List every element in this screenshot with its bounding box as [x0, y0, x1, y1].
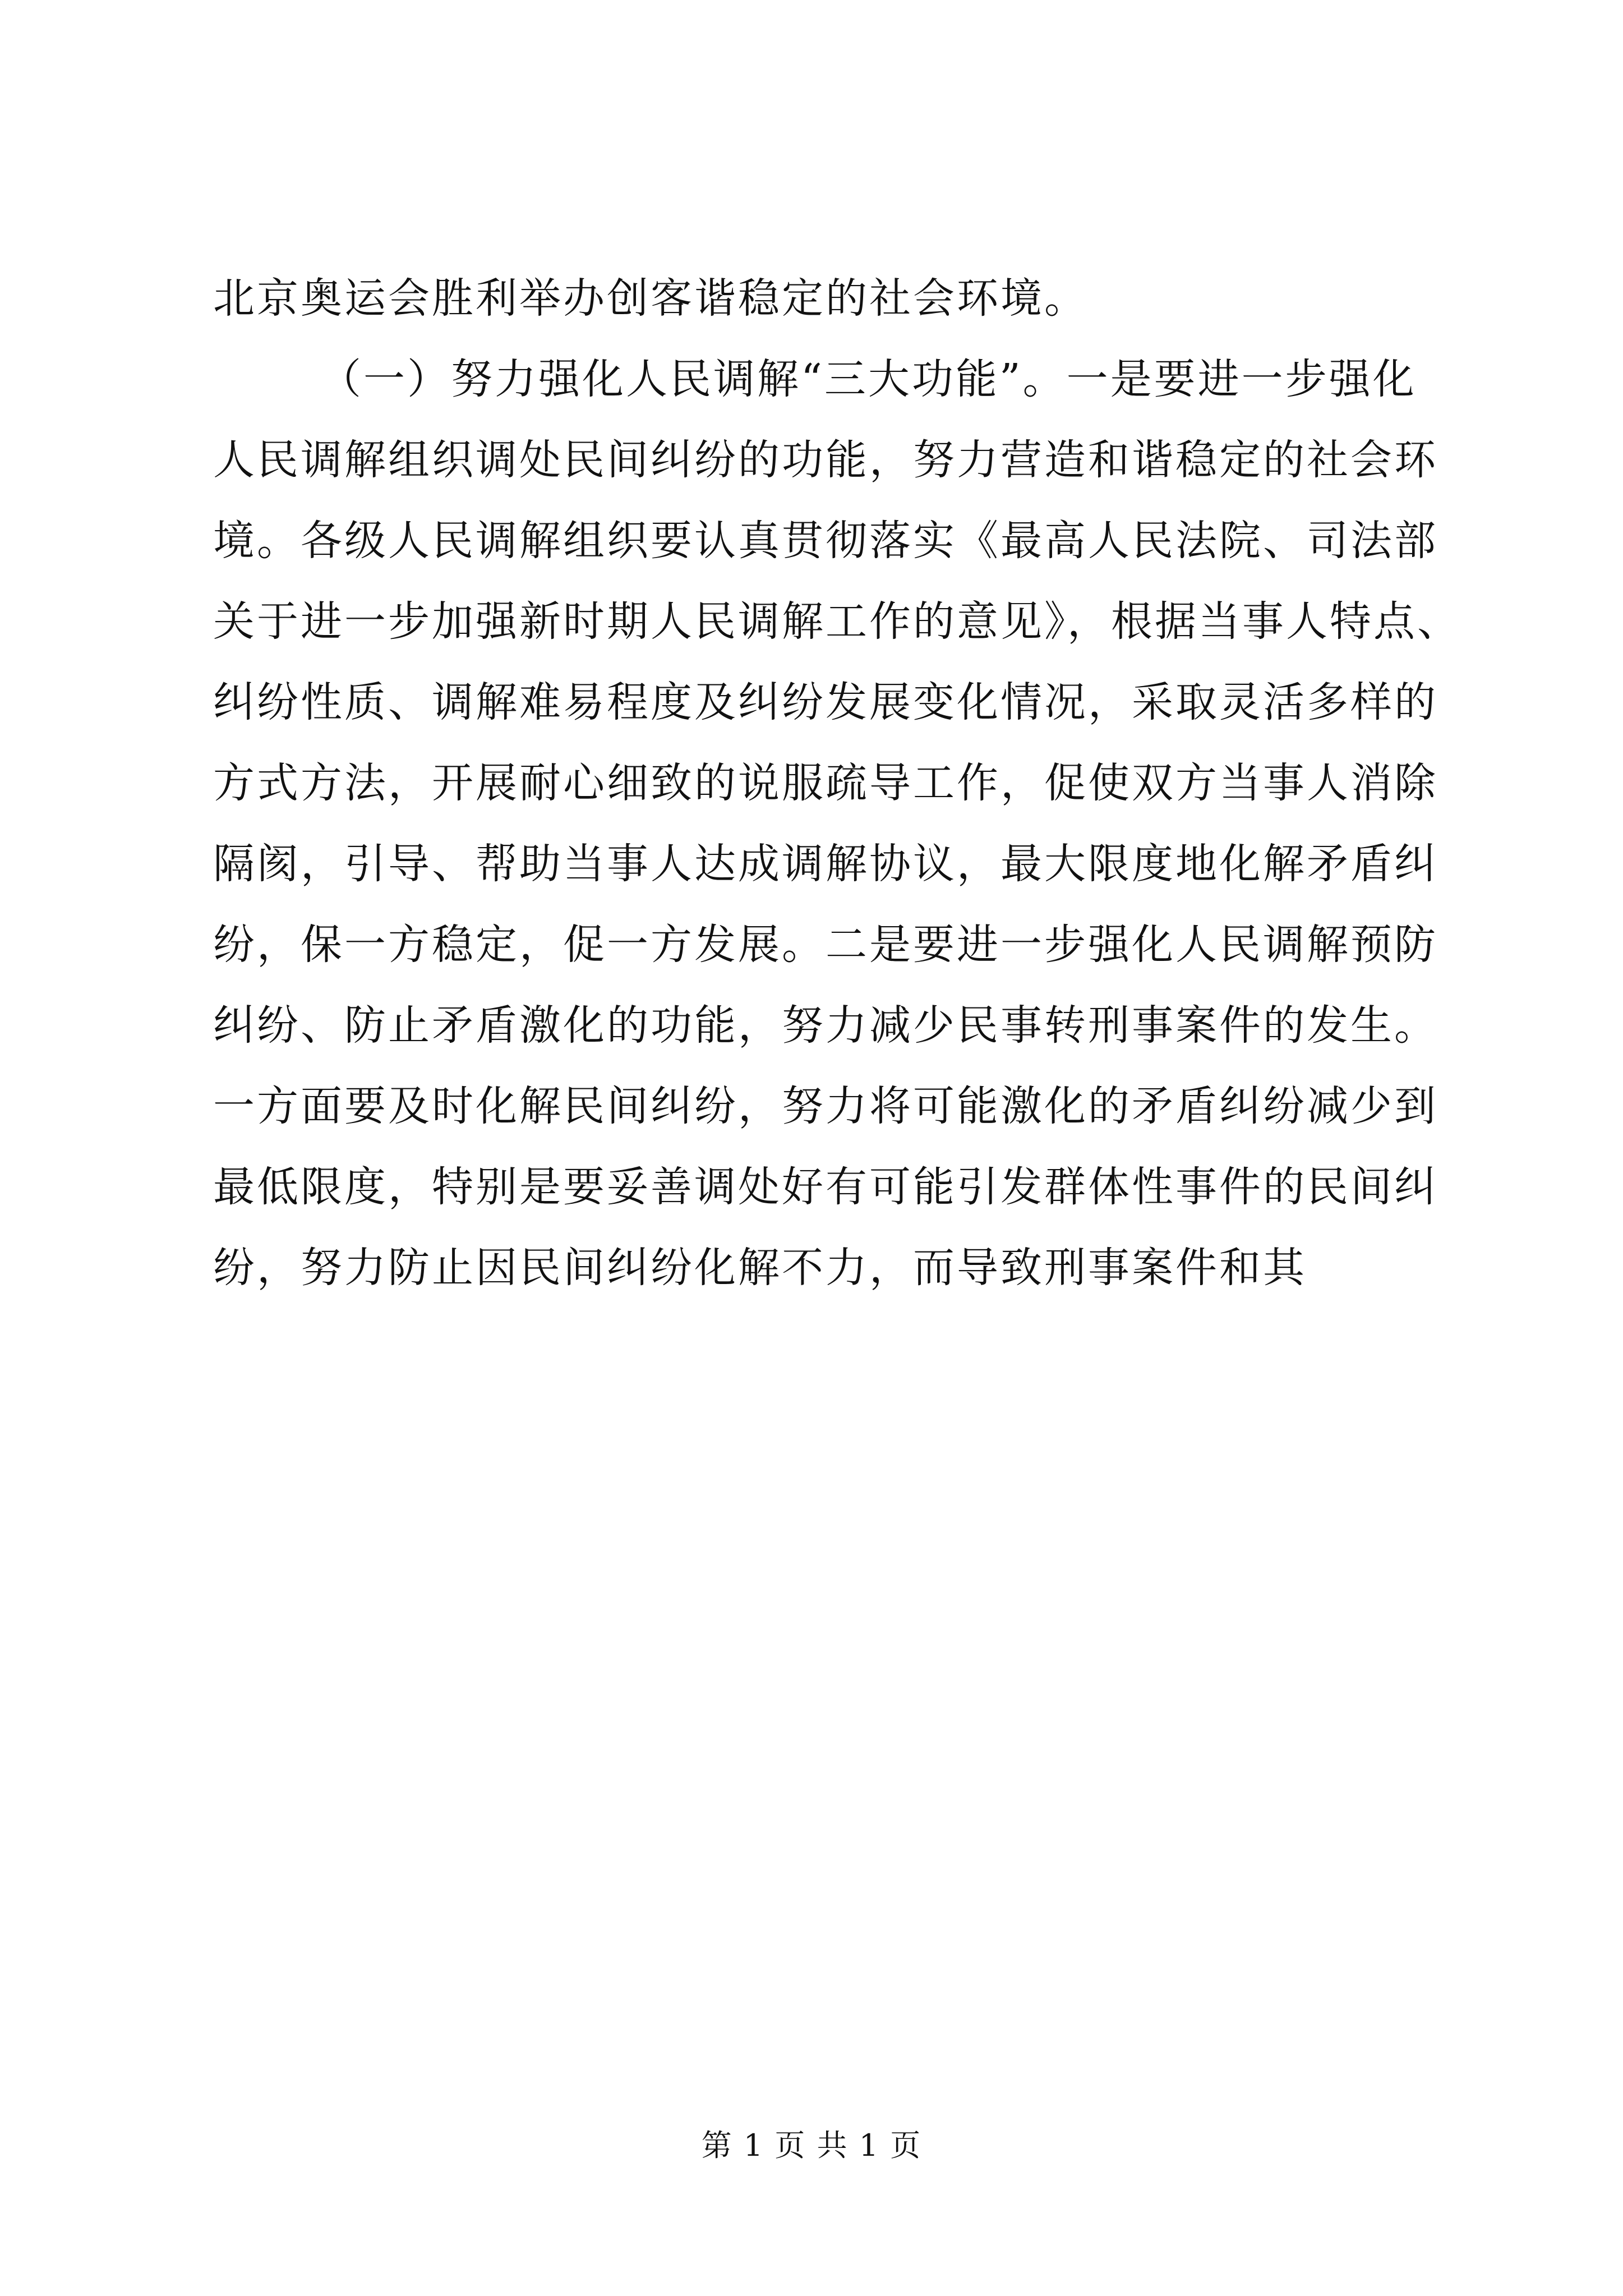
text-line: 人民调解组织调处民间纠纷的功能，努力营造和谐稳定的社会环	[213, 436, 1438, 484]
text-line: 方式方法，开展耐心细致的说服疏导工作，促使双方当事人消除	[213, 759, 1438, 807]
body-text	[213, 258, 1461, 1308]
text-line: 纷，努力防止因民间纠纷化解不力，而导致刑事案件和其	[213, 1244, 1307, 1292]
text-line: 一方面要及时化解民间纠纷，努力将可能激化的矛盾纠纷减少到	[213, 1082, 1438, 1130]
text-line: 北京奥运会胜利举办创客谐稳定的社会环境。	[213, 274, 1088, 323]
text-line: 纠纷、防止矛盾激化的功能，努力减少民事转刑事案件的发生。	[213, 1001, 1438, 1050]
text-line: 隔阂，引导、帮助当事人达成调解协议，最大限度地化解矛盾纠	[213, 840, 1438, 888]
text-line: 最低限度，特别是要妥善调处好有可能引发群体性事件的民间纠	[213, 1163, 1438, 1211]
text-line: 纠纷性质、调解难易程度及纠纷发展变化情况，采取灵活多样的	[213, 678, 1438, 726]
paragraph-start-line: （一）努力强化人民调解“三大功能”。一是要进一步强化	[320, 355, 1417, 403]
text-line: 关于进一步加强新时期人民调解工作的意见》，根据当事人特点、	[213, 597, 1461, 646]
text-line: 境。各级人民调解组织要认真贯彻落实《最高人民法院、司法部	[213, 517, 1438, 565]
text-line: 纷，保一方稳定，促一方发展。二是要进一步强化人民调解预防	[213, 921, 1438, 969]
page-number-footer: 第 1 页 共 1 页	[701, 2128, 922, 2163]
